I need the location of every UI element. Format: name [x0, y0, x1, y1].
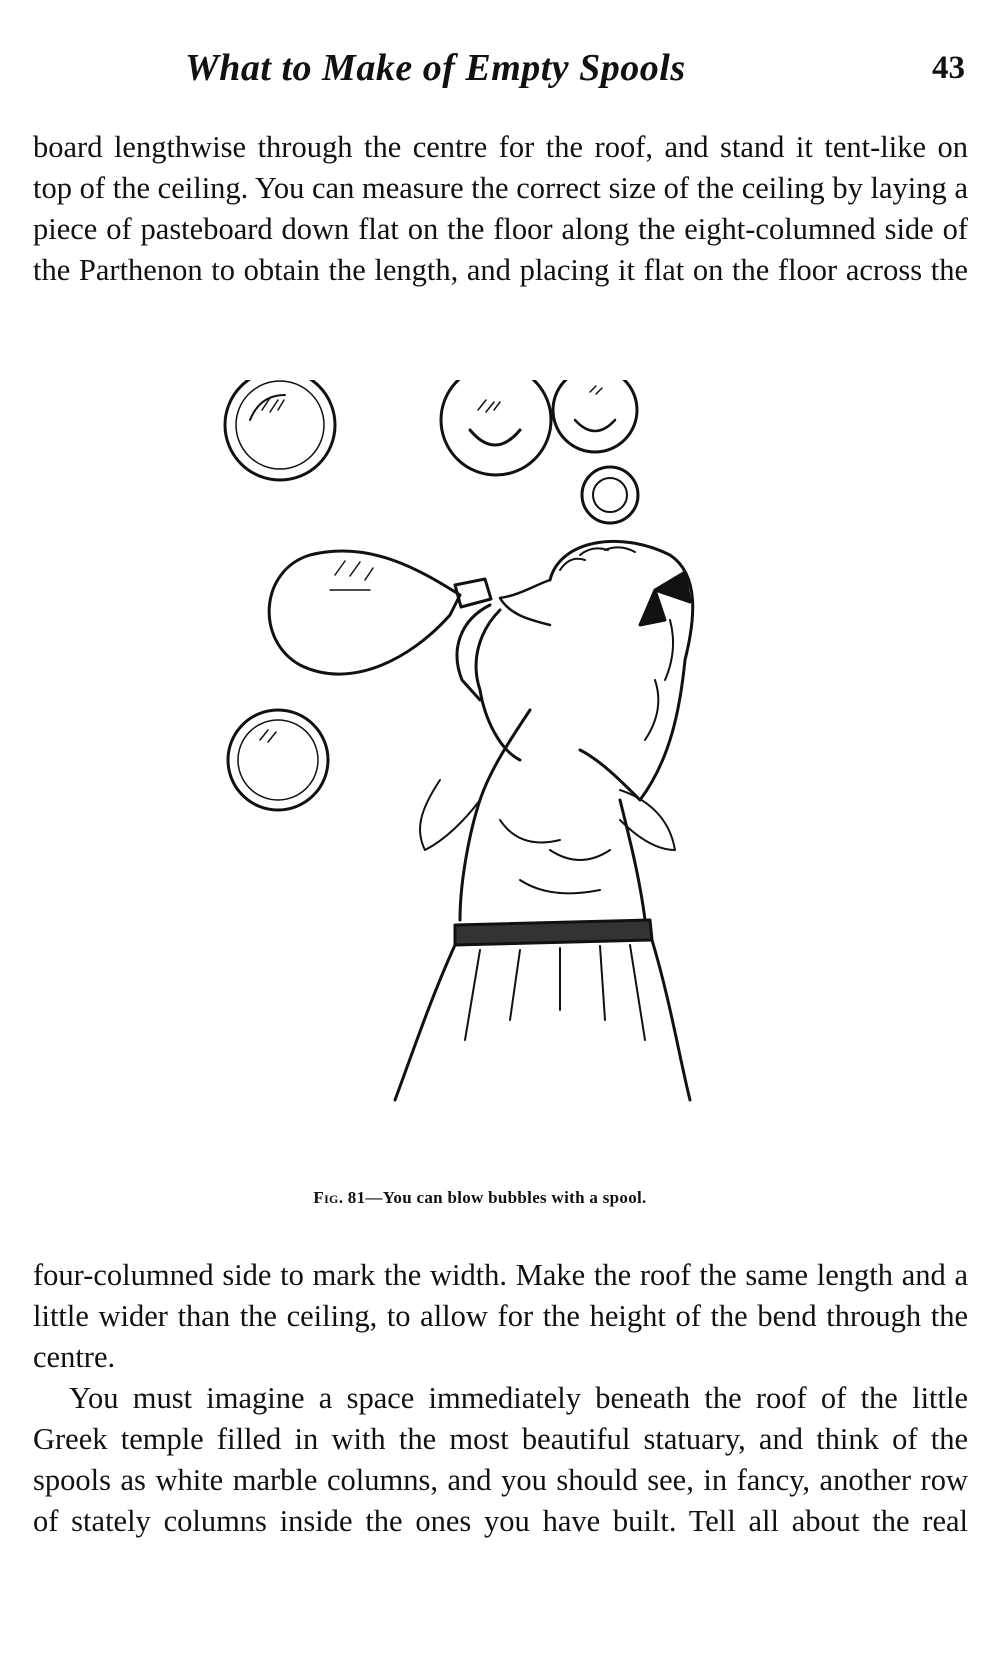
- bubble-top-center: [441, 380, 551, 475]
- paragraph: four-columned side to mark the width. Make the roof the same length and a little wider than the ceiling, to allow for the height of the bend through the centre.: [33, 1258, 968, 1374]
- spool: [455, 579, 491, 607]
- page-header: [0, 40, 1000, 100]
- running-title: What to Make of Empty Spools: [185, 47, 686, 89]
- bubble-being-blown: [269, 551, 460, 674]
- bubble-left-lower: [228, 710, 328, 810]
- body-text-top: [33, 127, 968, 332]
- paragraph: board lengthwise through the centre for the roof, and stand it tent-like on top of the ceiling. You can measure the correct size of the ceiling by laying a piece of pasteboard down flat on the floor along the eight-columned side of the Parthenon to obtain the length, and placing it flat on the floor across the: [33, 130, 968, 287]
- figure: [200, 380, 760, 1210]
- body-text-bottom: [33, 1255, 968, 1583]
- girl-blowing-bubbles-illustration: [200, 380, 760, 1180]
- figure-label: Fig. 81: [313, 1188, 366, 1207]
- figure-caption: [200, 1188, 760, 1208]
- bubble-top-left: [225, 380, 335, 480]
- paragraph: You must imagine a space immediately beneath the roof of the little Greek temple filled in with the most beautiful statuary, and think of the spools as white marble columns, and you should see, in fancy, another row of stately columns inside the ones you have built. Tell all about the real: [33, 1381, 968, 1538]
- bubble-small: [582, 467, 638, 523]
- caption-text: —You can blow bubbles with a spool.: [365, 1188, 647, 1207]
- page-number: 43: [932, 50, 965, 86]
- bubble-top-right: [553, 380, 637, 452]
